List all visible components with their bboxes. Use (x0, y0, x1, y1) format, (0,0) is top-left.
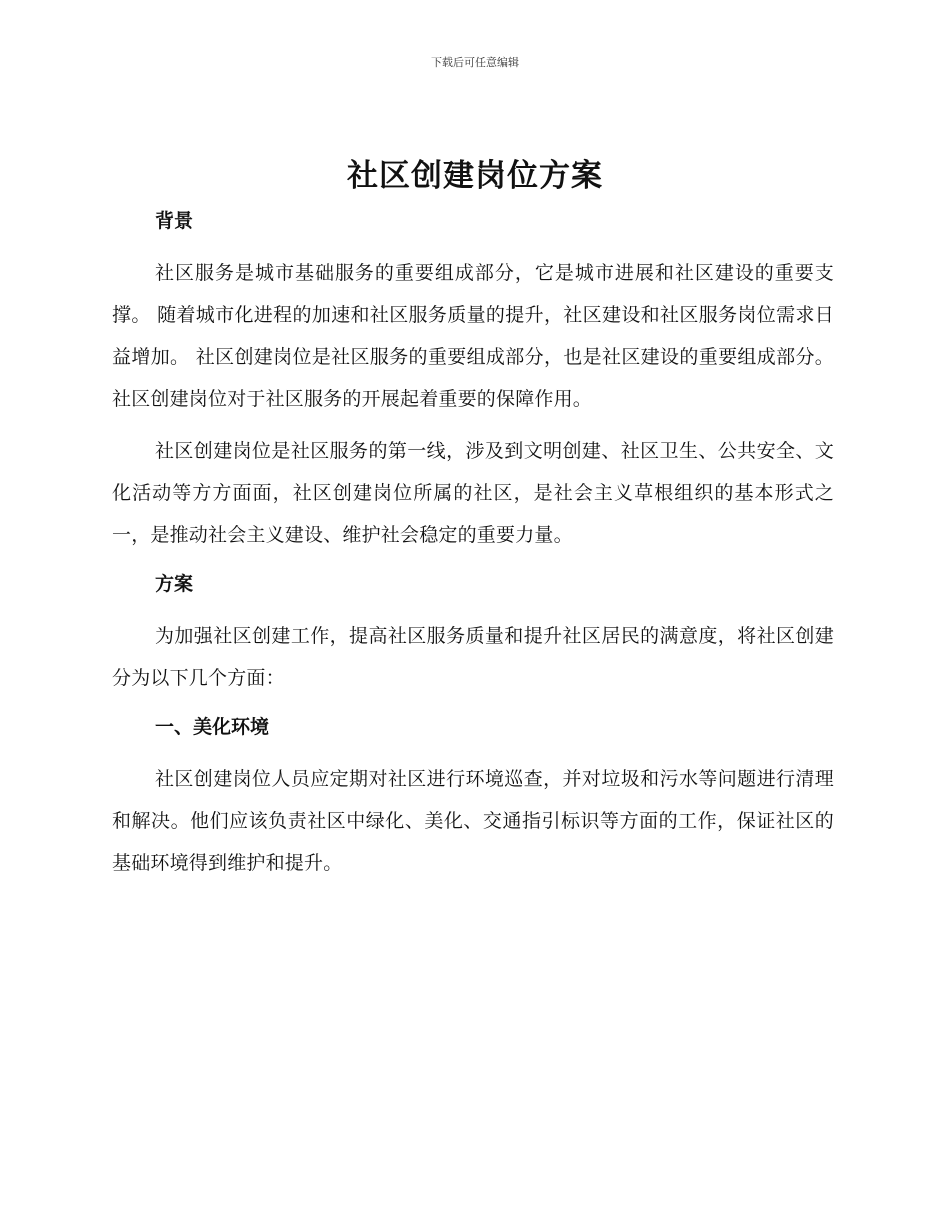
paragraph: 社区创建岗位人员应定期对社区进行环境巡查，并对垃圾和污水等问题进行清理和解决。他们应该负责社区中绿化、美化、交通指引标识等方面的工作，保证社区的基础环境得到维护和提升。 (112, 768, 834, 874)
section-heading-beautify: 一、美化环境 (155, 716, 270, 738)
document-body (112, 203, 834, 884)
section-heading-background: 背景 (155, 210, 194, 232)
section-heading-plan: 方案 (155, 573, 194, 595)
document-title: 社区创建岗位方案 (347, 158, 603, 194)
header-note: 下载后可任意编辑 (431, 56, 519, 69)
paragraph: 社区服务是城市基础服务的重要组成部分，它是城市进展和社区建设的重要支撑。 随着城市化进程的加速和社区服务质量的提升，社区建设和社区服务岗位需求日益增加。 社区创建岗位是社区服务的重要组成部分，也是社区建设的重要组成部分。社区创建岗位对于社区服务的开展起着重要的保障作用。 (112, 262, 834, 410)
paragraph: 社区创建岗位是社区服务的第一线，涉及到文明创建、社区卫生、公共安全、文化活动等方方面面，社区创建岗位所属的社区，是社会主义草根组织的基本形式之一，是推动社会主义建设、维护社会稳定的重要力量。 (112, 440, 834, 546)
paragraph: 为加强社区创建工作，提高社区服务质量和提升社区居民的满意度，将社区创建分为以下几个方面： (112, 625, 834, 689)
